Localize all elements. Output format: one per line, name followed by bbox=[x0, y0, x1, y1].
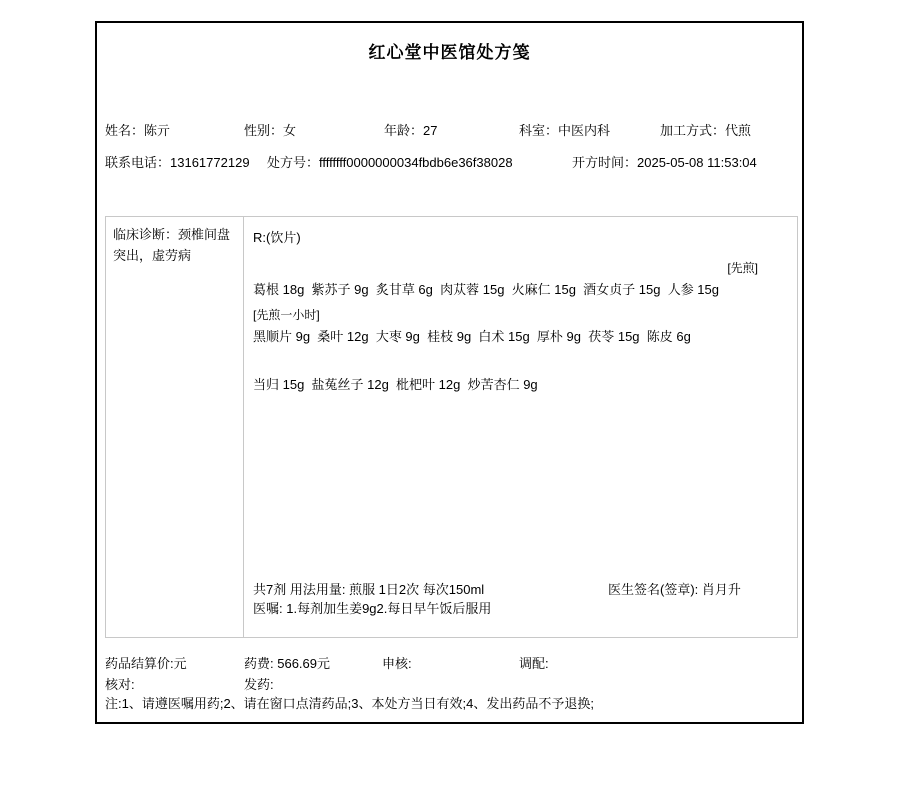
review-field: 申核: bbox=[382, 656, 412, 671]
phone-label: 联系电话： bbox=[105, 155, 171, 170]
processing-method-value: 代煎 bbox=[725, 123, 752, 138]
decoct-note-one-hour: [先煎一小时] bbox=[253, 308, 320, 322]
issue-time-label: 开方时间： bbox=[572, 155, 638, 170]
settle-price-value: 元 bbox=[173, 656, 187, 671]
medical-advice: 医嘱: 1.每剂加生姜9g2.每日早午饭后服用 bbox=[253, 601, 492, 616]
usage-instructions: 共7剂 用法用量: 煎服 1日2次 每次150ml bbox=[253, 582, 485, 597]
processing-method-label: 加工方式： bbox=[660, 123, 726, 138]
patient-name-label: 姓名： bbox=[105, 123, 145, 138]
department-field bbox=[519, 120, 610, 139]
footer-note: 注:1、请遵医嘱用药;2、请在窗口点清药品;3、本处方当日有效;4、发出药品不予退换; bbox=[105, 696, 594, 711]
prescription-body bbox=[105, 216, 798, 638]
patient-gender-field bbox=[244, 120, 296, 139]
doctor-signature-label: 医生签名(签章): bbox=[608, 582, 702, 597]
phone-value: 13161772129 bbox=[170, 155, 250, 170]
patient-name-field bbox=[105, 120, 170, 139]
issue-field: 发药: bbox=[244, 677, 274, 692]
settle-price-label: 药品结算价: bbox=[105, 656, 174, 671]
dispense-field: 调配: bbox=[519, 656, 549, 671]
diagnosis-value: 颈椎间盘突出，虚劳病 bbox=[113, 227, 231, 263]
patient-age-value: 27 bbox=[423, 123, 438, 138]
patient-gender-label: 性别： bbox=[244, 123, 284, 138]
clinical-diagnosis bbox=[106, 217, 244, 637]
rx-number-field bbox=[267, 152, 513, 171]
settle-price-field bbox=[105, 653, 187, 672]
issue-time-field bbox=[572, 152, 757, 171]
rx-header: R:(饮片) bbox=[253, 230, 301, 245]
doctor-signature-value: 肖月升 bbox=[701, 582, 741, 597]
herbs-line-1: 葛根 18g 紫苏子 9g 炙甘草 6g 肉苁蓉 15g 火麻仁 15g 酒女贞子 15g 人参 15g bbox=[253, 282, 719, 297]
diagnosis-label: 临床诊断： bbox=[113, 227, 179, 242]
patient-gender-value: 女 bbox=[283, 123, 297, 138]
patient-age-field bbox=[384, 120, 437, 139]
fee-label: 药费: bbox=[244, 656, 278, 671]
issue-time-value: 2025-05-08 11:53:04 bbox=[637, 155, 757, 170]
department-label: 科室： bbox=[519, 123, 559, 138]
patient-age-label: 年龄： bbox=[384, 123, 424, 138]
fee-value: 566.69元 bbox=[277, 656, 330, 671]
page-title: 红心堂中医馆处方笺 bbox=[368, 43, 531, 62]
doctor-signature-field bbox=[608, 579, 741, 598]
fee-field bbox=[244, 653, 330, 672]
herbs-line-2: 黑顺片 9g 桑叶 12g 大枣 9g 桂枝 9g 白术 15g 厚朴 9g 茯苓 15g 陈皮 6g bbox=[253, 329, 691, 344]
rx-number-value: ffffffff0000000034fbdb6e36f38028 bbox=[319, 155, 513, 170]
check-field: 核对: bbox=[105, 677, 135, 692]
department-value: 中医内科 bbox=[558, 123, 611, 138]
prescription-form bbox=[95, 21, 804, 724]
rx-content bbox=[244, 217, 797, 637]
processing-method-field bbox=[660, 120, 751, 139]
patient-name-value: 陈亓 bbox=[144, 123, 171, 138]
herbs-line-3: 当归 15g 盐菟丝子 12g 枇杷叶 12g 炒苦杏仁 9g bbox=[253, 377, 538, 392]
rx-number-label: 处方号： bbox=[267, 155, 320, 170]
phone-field bbox=[105, 152, 250, 171]
decoct-note-first: [先煎] bbox=[727, 261, 758, 275]
